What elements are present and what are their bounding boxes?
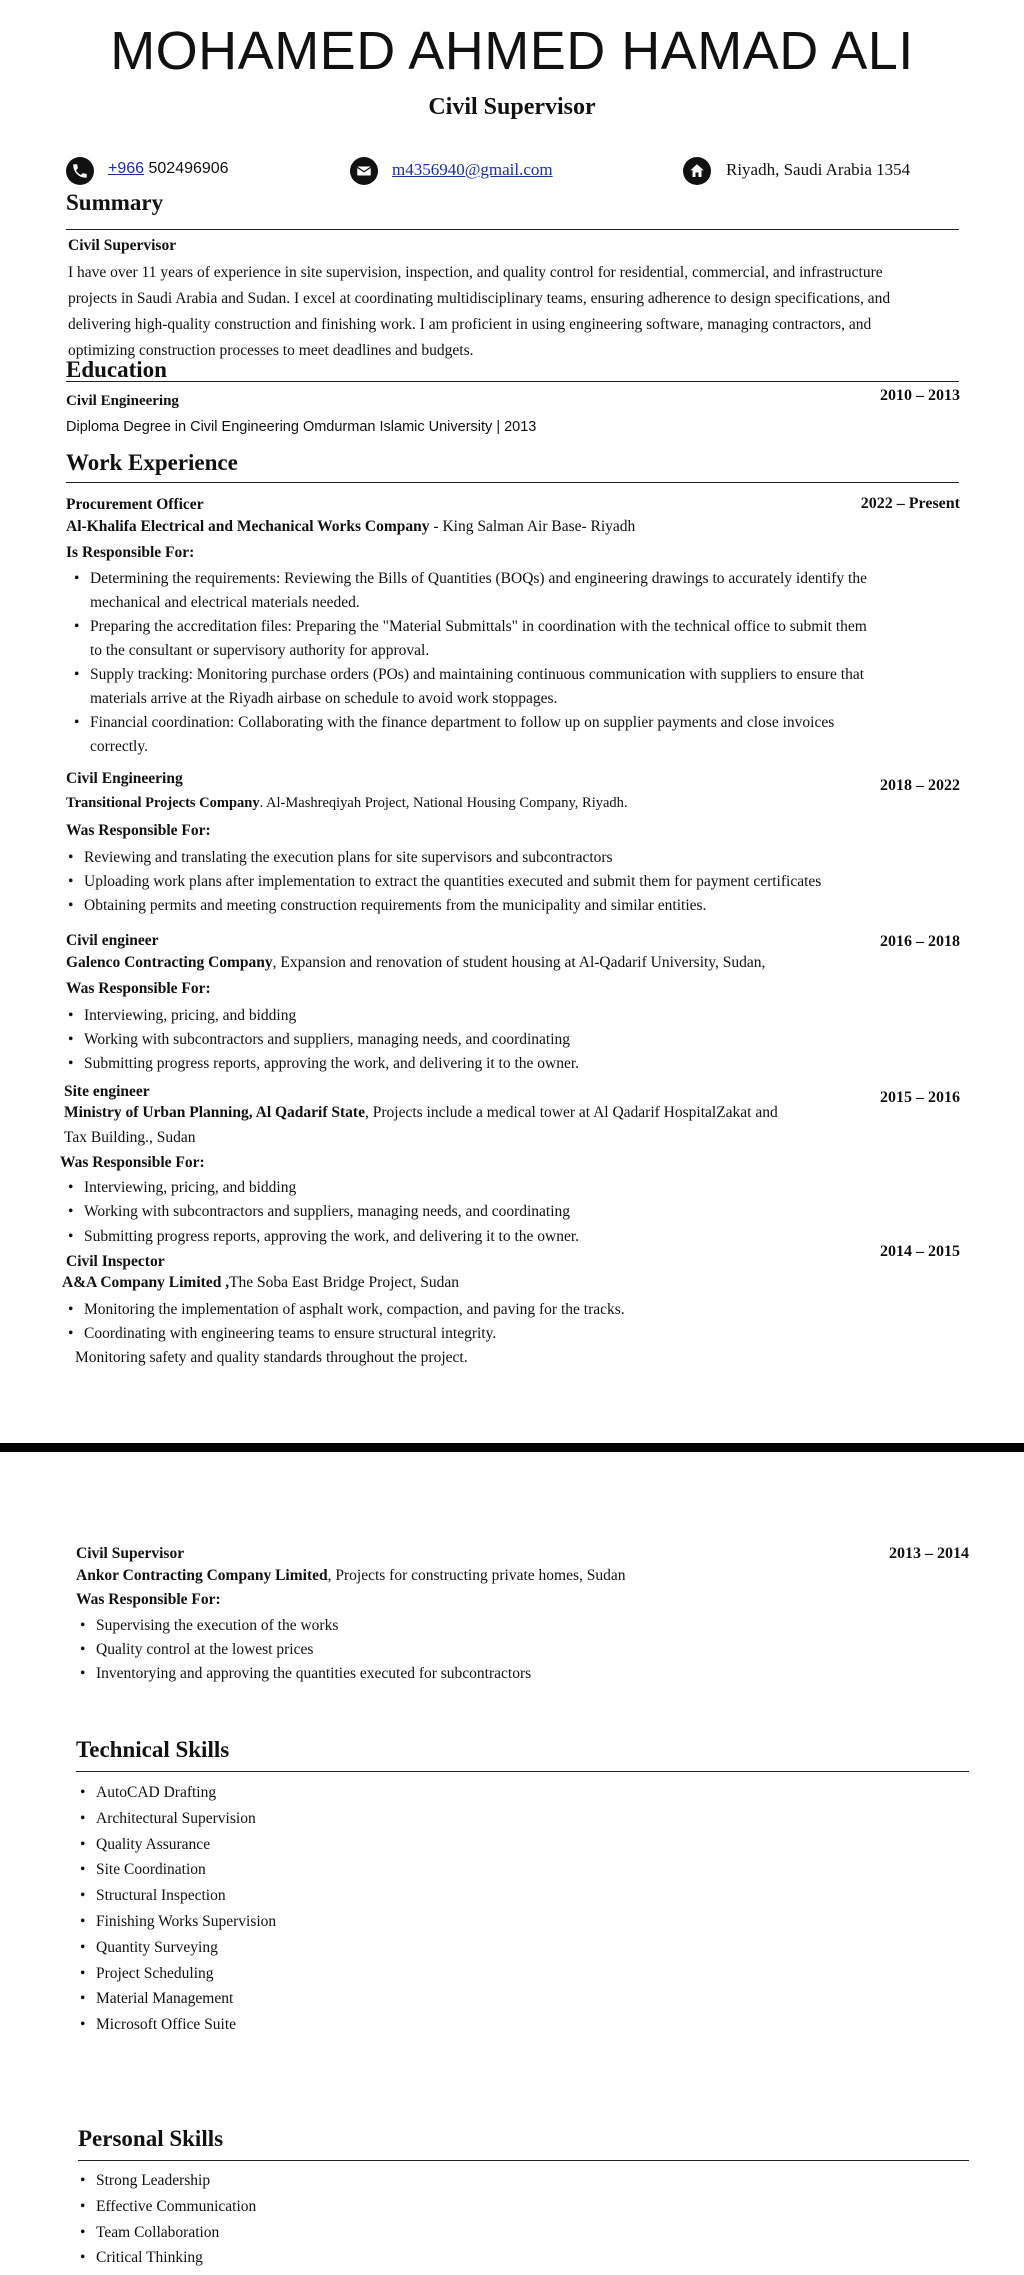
- skill-text: Finishing Works Supervision: [96, 1913, 277, 1930]
- skill-text: Material Management: [96, 1990, 234, 2008]
- work-heading: Work Experience: [66, 450, 238, 475]
- job-dates: 2015 – 2016: [880, 1089, 960, 1106]
- job-company: Ankor Contracting Company Limited: [76, 1567, 328, 1584]
- job-location: - King Salman Air Base- Riyadh: [429, 518, 636, 535]
- phone-number[interactable]: [108, 160, 229, 178]
- list-item: • Working with subcontractors and suppliers, managing needs, and coordinating: [68, 1203, 571, 1220]
- bullet-line: Financial coordination: Collaborating with the finance department to follow up on supplier payments and close invoices: [90, 714, 835, 731]
- job-company-line: [66, 795, 628, 812]
- skill-item: • Architectural Supervision: [80, 1809, 256, 1827]
- skill-item: • Effective Communication: [80, 2197, 257, 2215]
- bullet-text: Monitoring the implementation of asphalt work, compaction, and paving for the tracks.: [84, 1301, 625, 1318]
- bullet-text: Submitting progress reports, approving the work, and delivering it to the owner.: [84, 1228, 580, 1245]
- phone-prefix[interactable]: +966: [108, 160, 145, 177]
- bullet-line: Determining the requirements: Reviewing the Bills of Quantities (BOQs) and engineering drawings to accurately identify the: [90, 570, 867, 587]
- job-company-line: [64, 1104, 778, 1122]
- job-dates: 2013 – 2014: [889, 1545, 969, 1562]
- list-item: • Determining the requirements: Reviewing the Bills of Quantities (BOQs) and engineering drawings to accurately identify the mechanical and electrical materials needed.: [90, 567, 956, 615]
- bullet-line: correctly.: [90, 738, 148, 755]
- page-divider: [0, 1443, 1024, 1452]
- resp-label: Is Responsible For:: [66, 544, 195, 561]
- technical-skills-rule: [76, 1771, 969, 1772]
- list-item: • Monitoring the implementation of asphalt work, compaction, and paving for the tracks.: [68, 1301, 625, 1318]
- home-icon: [683, 157, 711, 185]
- list-item: • Preparing the accreditation files: Preparing the "Material Submittals" in coordination with the technical office to submit them to the consultant or supervisory authority for approval.: [90, 615, 956, 663]
- resume-name: MOHAMED AHMED HAMAD ALI: [110, 21, 914, 81]
- list-item: • Uploading work plans after implementation to extract the quantities executed and submit them for payment certificates: [68, 873, 822, 890]
- skill-text: Quality Assurance: [96, 1835, 211, 1853]
- summary-line: optimizing construction processes to meet deadlines and budgets.: [68, 342, 474, 359]
- summary-line: projects in Saudi Arabia and Sudan. I excel at coordinating multidisciplinary teams, ensuring adherence to design specifications, and: [68, 290, 891, 307]
- job-company: Galenco Contracting Company: [66, 954, 273, 971]
- list-item: • Supervising the execution of the works: [80, 1617, 339, 1634]
- skill-item: • Microsoft Office Suite: [80, 2016, 237, 2034]
- education-heading: Education: [66, 357, 167, 382]
- bullet-line: mechanical and electrical materials needed.: [90, 594, 360, 611]
- skill-item: • AutoCAD Drafting: [80, 1784, 217, 1801]
- job-role: Procurement Officer: [66, 496, 204, 513]
- job-company-line: [66, 518, 635, 536]
- skill-item: • Material Management: [80, 1990, 234, 2008]
- resp-label: Was Responsible For:: [60, 1154, 205, 1171]
- bullet-text: Interviewing, pricing, and bidding: [84, 1179, 297, 1196]
- resume-title: Civil Supervisor: [428, 94, 596, 120]
- job-role: Site engineer: [64, 1083, 150, 1100]
- skill-text: Structural Inspection: [96, 1887, 226, 1905]
- list-item: • Submitting progress reports, approving the work, and delivering it to the owner.: [68, 1055, 580, 1072]
- skill-item: • Team Collaboration: [80, 2223, 220, 2241]
- phone-icon: [66, 157, 94, 185]
- list-item: • Supply tracking: Monitoring purchase orders (POs) and maintaining continuous communication with suppliers to ensure that materials arrive at the Riyadh airbase on schedule to avoid work stoppages.: [90, 663, 956, 711]
- bullet-text: Quality control at the lowest prices: [96, 1641, 314, 1658]
- job-location: , Projects include a medical tower at Al Qadarif HospitalZakat and: [364, 1104, 778, 1121]
- education-rule: [66, 381, 959, 382]
- job-company-line: [62, 1274, 459, 1292]
- skill-item: • Critical Thinking: [80, 2249, 203, 2267]
- skill-text: Quantity Surveying: [96, 1938, 218, 1956]
- bullet-text: Interviewing, pricing, and bidding: [84, 1007, 297, 1024]
- skill-text: Architectural Supervision: [96, 1809, 256, 1827]
- bullet-text: Uploading work plans after implementation to extract the quantities executed and submit them for payment certificates: [84, 873, 822, 890]
- phone-digits: 502496906: [144, 160, 229, 177]
- resp-label: Was Responsible For:: [66, 822, 211, 839]
- job-role: Civil Engineering: [66, 770, 183, 787]
- skill-text: Site Coordination: [96, 1861, 206, 1879]
- job-extra-line: Monitoring safety and quality standards throughout the project.: [75, 1349, 468, 1366]
- technical-skills-heading: Technical Skills: [76, 1737, 230, 1762]
- skill-text: Project Scheduling: [96, 1964, 214, 1982]
- job-role: Civil Inspector: [66, 1253, 165, 1270]
- address: Riyadh, Saudi Arabia 1354: [726, 160, 911, 179]
- skill-text: Microsoft Office Suite: [96, 2016, 237, 2034]
- bullet-text: Submitting progress reports, approving the work, and delivering it to the owner.: [84, 1055, 580, 1072]
- summary-rule: [66, 229, 959, 230]
- skill-item: • Quality Assurance: [80, 1835, 211, 1853]
- job-location: , Projects for constructing private homes, Sudan: [327, 1567, 626, 1584]
- list-item: • Submitting progress reports, approving the work, and delivering it to the owner.: [68, 1228, 580, 1245]
- job-company-line: [76, 1567, 626, 1585]
- job-location-cont: Tax Building., Sudan: [64, 1129, 196, 1146]
- personal-skills-heading: Personal Skills: [78, 2126, 224, 2151]
- bullet-text: Obtaining permits and meeting construction requirements from the municipality and similar entities.: [84, 897, 707, 914]
- job-company: Transitional Projects Company: [66, 795, 260, 811]
- work-rule: [66, 482, 959, 483]
- job-company: Al-Khalifa Electrical and Mechanical Works Company: [66, 518, 430, 535]
- list-item: • Obtaining permits and meeting construction requirements from the municipality and similar entities.: [68, 897, 707, 914]
- job-company-line: [66, 954, 765, 972]
- skill-item: • Site Coordination: [80, 1861, 206, 1879]
- skill-text: Critical Thinking: [96, 2249, 203, 2267]
- job-dates: 2016 – 2018: [880, 933, 960, 950]
- bullet-text: Inventorying and approving the quantities executed for subcontractors: [96, 1665, 532, 1682]
- bullet-text: Coordinating with engineering teams to ensure structural integrity.: [84, 1325, 497, 1342]
- job-company: Ministry of Urban Planning, Al Qadarif State: [64, 1104, 365, 1121]
- summary-text: [68, 260, 961, 364]
- email-link[interactable]: m4356940@gmail.com: [392, 160, 553, 179]
- list-item: • Quality control at the lowest prices: [80, 1641, 314, 1658]
- resp-label: Was Responsible For:: [76, 1591, 221, 1608]
- bullet-text: Supervising the execution of the works: [96, 1617, 339, 1634]
- bullet-text: Reviewing and translating the execution plans for site supervisors and subcontractors: [84, 849, 613, 866]
- job-location: The Soba East Bridge Project, Sudan: [229, 1274, 459, 1291]
- bullet-line: Supply tracking: Monitoring purchase orders (POs) and maintaining continuous communication with suppliers to ensure that: [90, 666, 865, 683]
- summary-line: delivering high-quality construction and finishing work. I am proficient in using engineering software, managing contractors, and: [68, 316, 872, 333]
- summary-subtitle: Civil Supervisor: [68, 237, 177, 254]
- list-item: • Financial coordination: Collaborating with the finance department to follow up on supplier payments and close invoices correctly.: [90, 711, 956, 759]
- list-item: • Interviewing, pricing, and bidding: [68, 1007, 297, 1024]
- list-item: • Coordinating with engineering teams to ensure structural integrity.: [68, 1325, 497, 1342]
- education-dates: 2010 – 2013: [880, 387, 960, 404]
- list-item: • Working with subcontractors and suppliers, managing needs, and coordinating: [68, 1031, 571, 1048]
- skill-item: • Project Scheduling: [80, 1964, 214, 1982]
- education-field: Civil Engineering: [66, 393, 179, 409]
- job-dates: 2014 – 2015: [880, 1243, 960, 1260]
- resp-label: Was Responsible For:: [66, 980, 211, 997]
- skill-text: Effective Communication: [96, 2197, 257, 2215]
- education-detail: Diploma Degree in Civil Engineering Omdurman Islamic University | 2013: [66, 419, 537, 435]
- skill-text: AutoCAD Drafting: [96, 1784, 217, 1801]
- job-role: Civil Supervisor: [76, 1545, 185, 1562]
- bullet-text: Working with subcontractors and suppliers, managing needs, and coordinating: [84, 1031, 571, 1048]
- skill-item: • Quantity Surveying: [80, 1938, 218, 1956]
- bullet-text: Working with subcontractors and suppliers, managing needs, and coordinating: [84, 1203, 571, 1220]
- skill-item: • Finishing Works Supervision: [80, 1913, 277, 1930]
- list-item: • Interviewing, pricing, and bidding: [68, 1179, 297, 1196]
- job-company: A&A Company Limited ,: [62, 1274, 230, 1291]
- skill-text: Team Collaboration: [96, 2223, 220, 2241]
- bullet-line: to the consultant or supervisory authority for approval.: [90, 642, 430, 659]
- bullet-line: Preparing the accreditation files: Preparing the "Material Submittals" in coordination with the technical office to submit them: [90, 618, 867, 635]
- job-dates: 2018 – 2022: [880, 777, 960, 794]
- summary-heading: Summary: [66, 190, 164, 215]
- personal-skills-rule: [78, 2160, 969, 2161]
- job-location: . Al-Mashreqiyah Project, National Housing Company, Riyadh.: [259, 795, 628, 811]
- job-location: , Expansion and renovation of student housing at Al-Qadarif University, Sudan,: [272, 954, 766, 971]
- list-item: • Reviewing and translating the execution plans for site supervisors and subcontractors: [68, 849, 613, 866]
- job-dates: 2022 – Present: [860, 495, 960, 512]
- bullet-line: materials arrive at the Riyadh airbase on schedule to avoid work stoppages.: [90, 690, 558, 707]
- job-role: Civil engineer: [66, 932, 159, 949]
- email-icon: [350, 157, 378, 185]
- skill-text: Strong Leadership: [96, 2172, 211, 2189]
- skill-item: • Structural Inspection: [80, 1887, 226, 1905]
- skill-item: • Strong Leadership: [80, 2172, 211, 2189]
- list-item: • Inventorying and approving the quantities executed for subcontractors: [80, 1665, 532, 1682]
- summary-line: I have over 11 years of experience in site supervision, inspection, and quality control for residential, commercial, and infrastructure: [68, 264, 883, 281]
